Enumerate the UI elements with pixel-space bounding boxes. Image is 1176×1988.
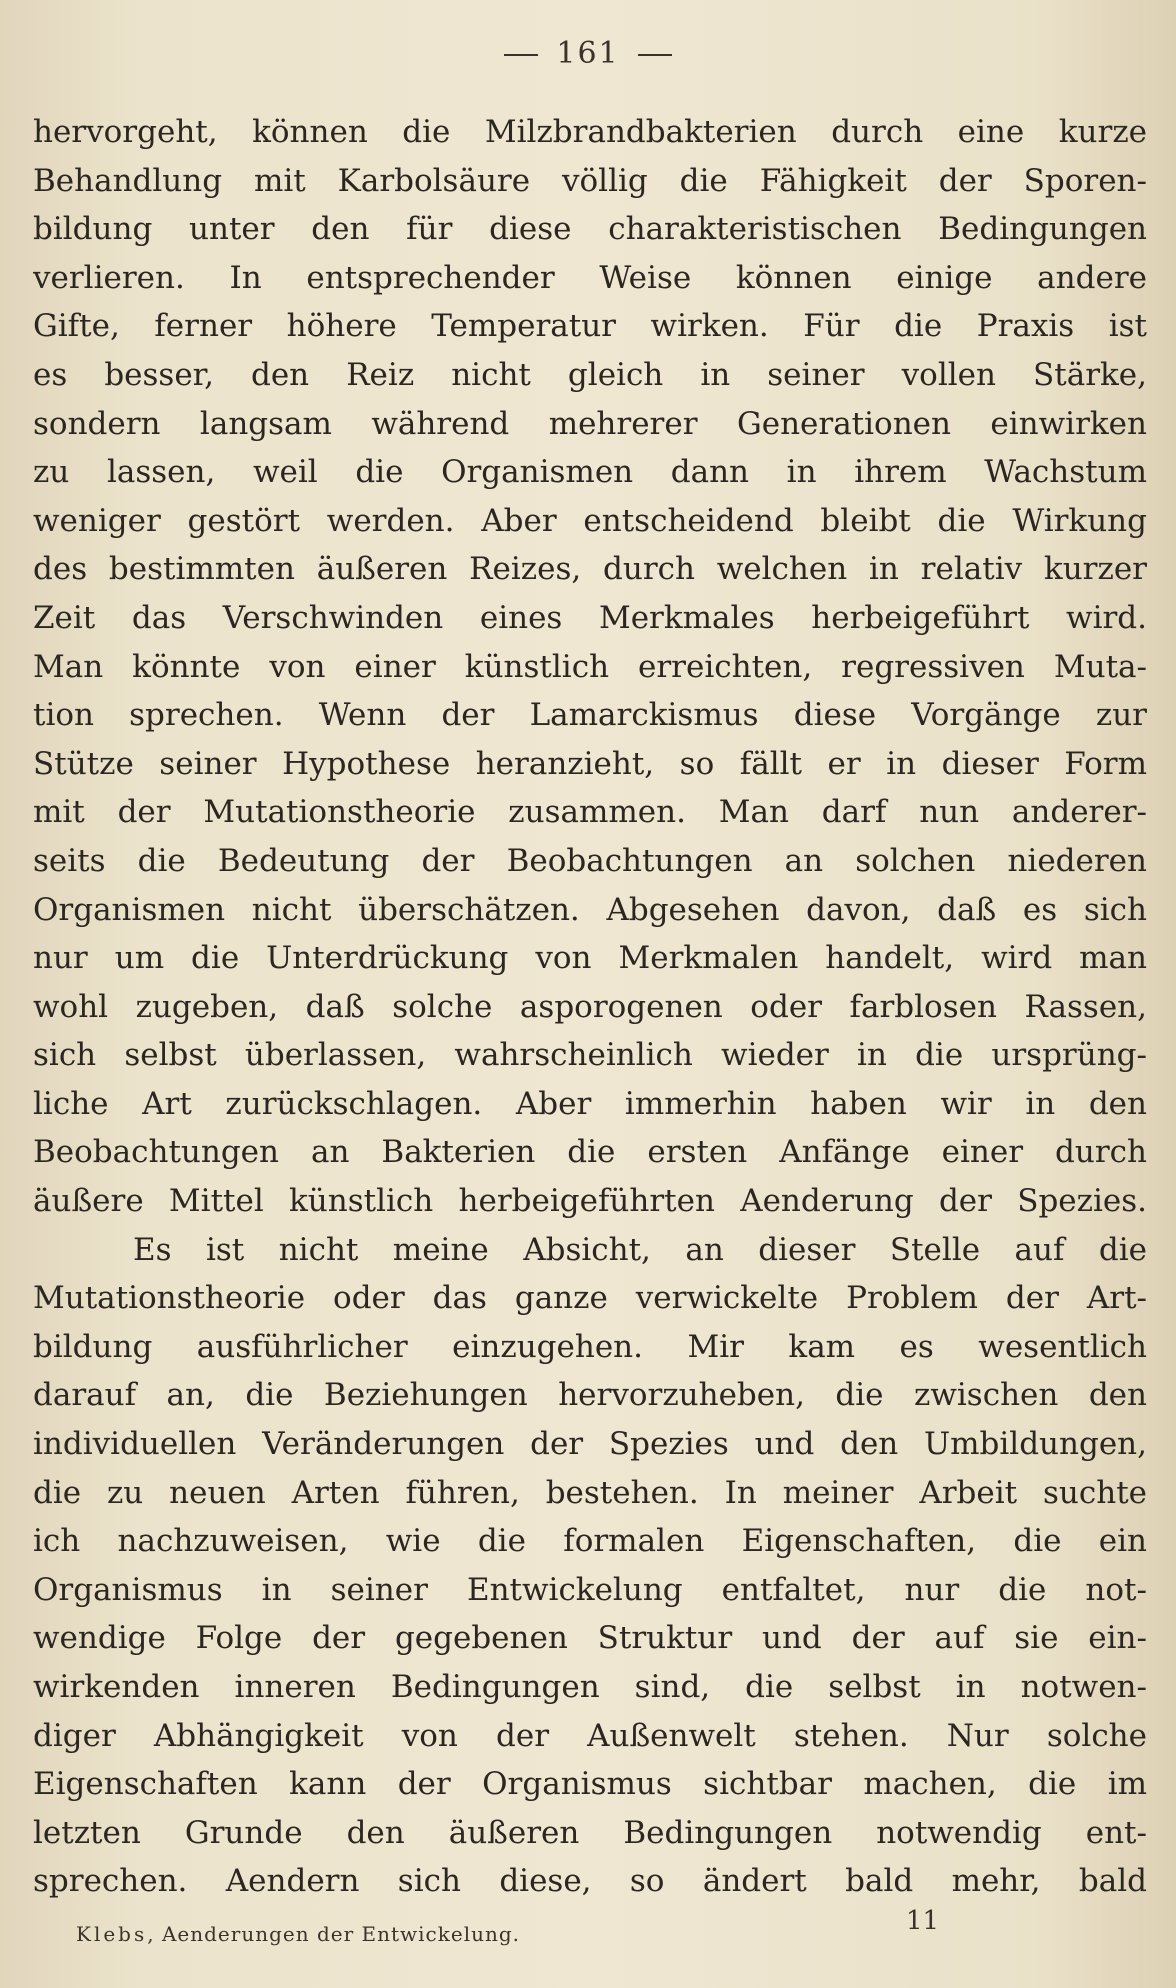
text-line: Zeit das Verschwinden eines Merkmales herbeigeführt wird. xyxy=(33,599,1147,636)
footer-author: Klebs xyxy=(76,1922,148,1946)
text-line: Mutationstheorie oder das ganze verwickelte Problem der Art- xyxy=(33,1280,1147,1317)
text-line: bildung unter den für diese charakteristischen Bedingungen xyxy=(33,211,1147,248)
text-line: wendige Folge der gegebenen Struktur und der auf sie ein- xyxy=(33,1620,1147,1657)
text-line: mit der Mutationstheorie zusammen. Man darf nun anderer- xyxy=(33,794,1147,831)
text-line: die zu neuen Arten führen, bestehen. In meiner Arbeit suchte xyxy=(33,1474,1147,1511)
text-line: Es ist nicht meine Absicht, an dieser Stelle auf die xyxy=(133,1231,1147,1268)
text-line: liche Art zurückschlagen. Aber immerhin haben wir in den xyxy=(33,1085,1147,1122)
text-line: Beobachtungen an Bakterien die ersten Anfänge einer durch xyxy=(33,1134,1147,1171)
text-line: es besser, den Reiz nicht gleich in seiner vollen Stärke, xyxy=(33,356,1147,393)
header-dash-right xyxy=(638,54,672,56)
text-line: tion sprechen. Wenn der Lamarckismus diese Vorgänge zur xyxy=(33,697,1147,734)
text-line: darauf an, die Beziehungen hervorzuheben, die zwischen den xyxy=(33,1377,1147,1414)
text-line: Gifte, ferner höhere Temperatur wirken. Für die Praxis ist xyxy=(33,308,1147,345)
text-line: hervorgeht, können die Milzbrandbakterien durch eine kurze xyxy=(33,114,1147,150)
text-line: individuellen Veränderungen der Spezies und den Umbildungen, xyxy=(33,1426,1147,1463)
text-line: sich selbst überlassen, wahrscheinlich wieder in die ursprüng- xyxy=(33,1037,1147,1074)
text-line: äußere Mittel künstlich herbeigeführten Aenderung der Spezies. xyxy=(33,1183,1147,1220)
header-dash-left xyxy=(504,54,538,56)
text-line: weniger gestört werden. Aber entscheidend bleibt die Wirkung xyxy=(33,502,1147,539)
text-line: verlieren. In entsprechender Weise können einige andere xyxy=(33,259,1147,296)
text-line: diger Abhängigkeit von der Außenwelt stehen. Nur solche xyxy=(33,1717,1147,1754)
text-line: des bestimmten äußeren Reizes, durch welchen in relativ kurzer xyxy=(33,551,1147,588)
text-line: nur um die Unterdrückung von Merkmalen handelt, wird man xyxy=(33,940,1147,977)
footer-signature-line xyxy=(76,1922,520,1946)
text-line: Organismus in seiner Entwickelung entfaltet, nur die not- xyxy=(33,1571,1147,1608)
text-line: Organismen nicht überschätzen. Abgesehen davon, daß es sich xyxy=(33,891,1147,928)
text-line: sprechen. Aendern sich diese, so ändert bald mehr, bald xyxy=(33,1863,1147,1900)
text-line: wirkenden inneren Bedingungen sind, die selbst in notwen- xyxy=(33,1669,1147,1705)
page-number: 161 xyxy=(556,36,620,71)
text-line: zu lassen, weil die Organismen dann in ihrem Wachstum xyxy=(33,454,1147,491)
text-line: ich nachzuweisen, wie die formalen Eigenschaften, die ein xyxy=(33,1523,1147,1560)
text-line: Eigenschaften kann der Organismus sichtbar machen, die im xyxy=(33,1766,1147,1803)
text-line: wohl zugeben, daß solche asporogenen oder farblosen Rassen, xyxy=(33,988,1147,1025)
text-line: bildung ausführlicher einzugehen. Mir kam es wesentlich xyxy=(33,1328,1147,1365)
body-text xyxy=(33,108,1147,1906)
text-line: letzten Grunde den äußeren Bedingungen notwendig ent- xyxy=(33,1814,1147,1851)
footer-title: , Aenderungen der Entwickelung. xyxy=(147,1922,521,1946)
text-line: seits die Bedeutung der Beobachtungen an solchen niederen xyxy=(33,842,1147,879)
running-head xyxy=(0,36,1176,71)
text-line: Man könnte von einer künstlich erreichten, regressiven Muta- xyxy=(33,648,1147,685)
text-line: sondern langsam während mehrerer Generationen einwirken xyxy=(33,405,1147,442)
text-line: Stütze seiner Hypothese heranzieht, so fällt er in dieser Form xyxy=(33,745,1147,782)
signature-mark: 11 xyxy=(906,1906,940,1936)
text-line: Behandlung mit Karbolsäure völlig die Fähigkeit der Sporen- xyxy=(33,162,1147,199)
